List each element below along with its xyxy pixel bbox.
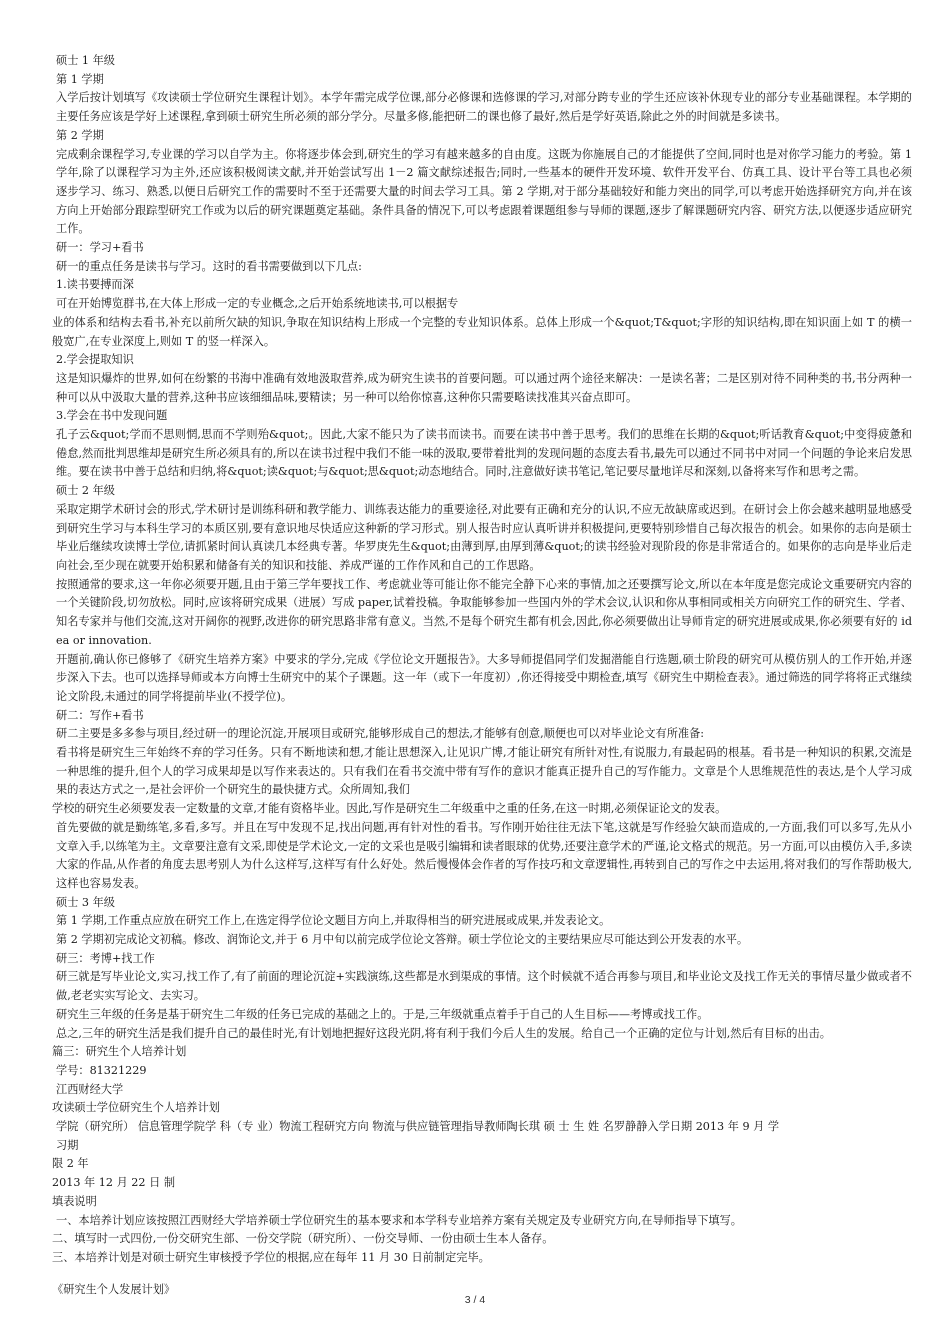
paragraph: 开题前,确认你已修够了《研究生培养方案》中要求的学分,完成《学位论文开题报告》。大多导师提倡同学们发掘潜能自行选题,硕士阶段的研究可从模仿别人的工作开始,并逐步深入下去。也可以选择导师或本方向博士生研究中的某个子课题。这一年（或下一年度初）,你还得接受中期检查,填写《研究生中期检查表》。通过筛选的同学将将正式继续论文阶段,未通过的同学将提前毕业(不授学位)。 xyxy=(56,652,912,703)
paragraph: 这是知识爆炸的世界,如何在纷繁的书海中准确有效地汲取营养,成为研究生读书的首要问题。可以通过两个途径来解决：一是读名著；二是区别对待不同种类的书,书分两种一种可以从中汲取大量的营养,这种书应该细细品味,要精读；另一种可以给你惊喜,这种你只需要略读找准其兴奋点即可。 xyxy=(56,371,912,404)
paragraph: 《研究生个人发展计划》 xyxy=(52,1282,176,1296)
paragraph: 2.学会提取知识 xyxy=(56,353,134,367)
paragraph: 入学后按计划填写《攻读硕士学位研究生课程计划》。本学年需完成学位课,部分必修课和选修课的学习,对部分跨专业的学生还应该补休现专业的部分专业基础课程。本学期的主要任务应该是学好上述课程,拿到硕士研究生所必须的部分学分。尽量多修,能把研二的课也修了最好,然后是学好英语,除此之外的时间就是多读书。 xyxy=(56,91,912,124)
paragraph: 硕士 3 年级 xyxy=(56,895,115,909)
paragraph: 硕士 1 年级 xyxy=(56,54,115,67)
paragraph: 1.读书要搏而深 xyxy=(56,278,134,292)
paragraph: 研二：写作+看书 xyxy=(56,708,144,722)
paragraph: 首先要做的就是勤练笔,多看,多写。并且在写中发现不足,找出问题,再有针对性的看书。写作刚开始往往无法下笔,这就是写作经验欠缺而造成的,一方面,我们可以多写,先从小文章入手,以练笔为主。文章要注意有文采,即使是学术论文,一定的文采也是吸引编辑和读者眼球的优势,还要注意学术的严谨,论文格式的规范。另一方面,可以由模仿入手,多读大家的作品,从作者的角度去思考别人为什么这样写,这样写有什么好处。然后慢慢体会作者的写作技巧和文章逻辑性,再转到自己的写作之中去运用,将对我们的写作帮助极大,这样也容易发表。 xyxy=(56,820,912,890)
paragraph: 研三：考博+找工作 xyxy=(56,951,155,965)
paragraph: 3.学会在书中发现问题 xyxy=(56,409,168,423)
paragraph: 硕士 2 年级 xyxy=(56,484,115,498)
paragraph: 习期 xyxy=(56,1138,79,1152)
paragraph: 可在开始博览群书,在大体上形成一定的专业概念,之后开始系统地读书,可以根据专 xyxy=(56,297,459,311)
paragraph: 研二主要是多多参与项目,经过研一的理论沉淀,开展项目或研究,能够形成自己的想法,才能够有创意,顺便也可以对毕业论文有所准备: xyxy=(56,727,705,741)
paragraph: 采取定期学术研讨会的形式,学术研讨是训练科研和教学能力、训练表达能力的重要途径,对此要有正确和充分的认识,不应无故缺席或迟到。在研讨会上你会越来越明显地感受到研究生学习与本科生学习的本质区别,要有意识地尽快适应这种新的学习形式。别人报告时应认真听讲并积极提问,更要特别珍惜自己每次报告的机会。如果你的志向是硕士毕业后继续攻读博士学位,请抓紧时间认真读几本经典专著。华罗庚先生&quot;由薄到厚,由厚到薄&quot;的读书经验对现阶段的你是非常适合的。如果你的志向是毕业后走向社会,至少现在就要开始积累和储备有关的知识和技能、养成严谨的工作作风和自己的工作思路。 xyxy=(56,502,912,572)
paragraph: 研一：学习+看书 xyxy=(56,241,144,255)
paragraph: 三、本培养计划是对硕士研究生审核授予学位的根据,应在每年 11 月 30 日前制定完毕。 xyxy=(52,1251,490,1264)
paragraph: 第 1 学期,工作重点应放在研究工作上,在选定得学位论文题目方向上,并取得相当的研究进展或成果,并发表论文。 xyxy=(56,914,611,928)
paragraph: 攻读硕士学位研究生个人培养计划 xyxy=(52,1101,220,1115)
paragraph: 孔子云&quot;学而不思则惘,思而不学则殆&quot;。因此,大家不能只为了读书而读书。而要在读书中善于思考。我们的思维在长期的&quot;听话教育&quot;中变得疲惫和倦怠,然而批判思维却是研究生所必须具有的,所以在读书过程中我们不能一味的汲取,要带着批判的发现问题的态度去看书,最先可以通过不同书中对同一个问题的争论来启发思维。要在读书中善于总结和归纳,将&quot;读&quot;与&quot;思&quot;动态地结合。同时,注意做好读书笔记,笔记要尽量地详尽和深刻,以备将来写作和思考之需。 xyxy=(56,428,912,479)
paragraph: 研一的重点任务是读书与学习。这时的看书需要做到以下几点: xyxy=(56,259,362,273)
paragraph: 篇三：研究生个人培养计划 xyxy=(52,1045,187,1059)
paragraph: 按照通常的要求,这一年你必须要开题,且由于第三学年要找工作、考虑就业等可能让你不能完全静下心来的事情,加之还要撰写论文,所以在本年度是您完成论文重要研究内容的一个关键阶段,切勿放松。同时,应该将研究成果（进展）写成 paper,试着投稿。争取能够参加一些国内外的学术会议,认识和你从事相同或相关方向研究工作的研究生、学者、知名专家并与他们交流,这对开阔你的视野,改进你的研究思路非常有意义。当然,不是每个研究生都有机会,因此,你必须要做出让导师肯定的研究进展或成果,你必须要有好的 idea or innovation. xyxy=(56,577,912,647)
paragraph: 一、本培养计划应该按照江西财经大学培养硕士学位研究生的基本要求和本学科专业培养方案有关规定及专业研究方向,在导师指导下填写。 xyxy=(56,1213,742,1227)
paragraph: 学校的研究生必须要发表一定数量的文章,才能有资格毕业。因此,写作是研究生二年级重中之重的任务,在这一时期,必须保证论文的发表。 xyxy=(52,802,727,816)
paragraph: 第 1 学期 xyxy=(56,72,104,86)
paragraph: 学院（研究所） 信息管理学院学 科（专 业）物流工程研究方向 物流与供应链管理指导教师陶长琪 硕 士 生 姓 名罗静静入学日期 2013 年 9 月 学 xyxy=(56,1120,780,1134)
paragraph: 限 2 年 xyxy=(52,1157,89,1171)
paragraph: 学号：81321229 xyxy=(56,1063,147,1077)
paragraph: 研三就是写毕业论文,实习,找工作了,有了前面的理论沉淀+实践演练,这些都是水到渠成的事情。这个时候就不适合再参与项目,和毕业论文及找工作无关的事情尽量少做或者不做,老老实实写论文、去实习。 xyxy=(56,970,912,1003)
paragraph: 第 2 学期 xyxy=(56,128,104,142)
paragraph: 总之,三年的研究生活是我们提升自己的最佳时光,有计划地把握好这段光阴,将有利于我们今后人生的发展。给自己一个正确的定位与计划,然后有目标的出击。 xyxy=(56,1026,831,1040)
paragraph: 江西财经大学 xyxy=(56,1082,124,1096)
paragraph: 第 2 学期初完成论文初稿。修改、润饰论文,并于 6 月中旬以前完成学位论文答辩。硕士学位论文的主要结果应尽可能达到公开发表的水平。 xyxy=(56,933,749,947)
paragraph: 看书将是研究生三年始终不弃的学习任务。只有不断地读和想,才能让思想深入,让见识广博,才能让研究有所针对性,有说服力,有最起码的根基。看书是一种知识的积累,交流是一种思维的提升,但个人的学习成果却是以写作来表达的。只有我们在看书交流中带有写作的意识才能真正提升自己的写作能力。文章是个人思维规范性的表达,是个人学习成果的表达方式之一,是社会评价一个研究生的最快捷方式。众所周知,我们 xyxy=(56,746,912,797)
paragraph: 完成剩余课程学习,专业课的学习以自学为主。你将逐步体会到,研究生的学习有越来越多的自由度。这既为你施展自己的才能提供了空间,同时也是对你学习能力的考验。第 1 学年,除了以课程学习为主外,还应该积极阅读文献,并开始尝试写出 1－2 篇文献综述报告;同时,一些基本的硬件开发环境、软件开发平台、仿真工具、设计平台等工具也必须逐步学习、练习、熟悉,以便日后研究工作的需要时不至于还需要大量的时间去学习工具。第 2 学期,对于部分基础较好和能力突出的同学,可以考虑开始选择研究方向,并在该方向上开始部分跟踪型研究工作或为以后的研究课题奠定基础。条件具备的情况下,可以考虑跟着课题组参与导师的课题,逐步了解课题研究内容、研究方法,以便逐步适应研究工作。 xyxy=(56,147,912,236)
paragraph: 2013 年 12 月 22 日 制 xyxy=(52,1176,176,1190)
paragraph: 业的体系和结构去看书,补充以前所欠缺的知识,争取在知识结构上形成一个完整的专业知识体系。总体上形成一个&quot;T&quot;字形的知识结构,即在知识面上如 T 的横一般宽广,在专业深度上,则如 T 的竖一样深入。 xyxy=(52,315,912,348)
paragraph: 填表说明 xyxy=(52,1194,97,1208)
paragraph: 研究生三年级的任务是基于研究生二年级的任务已完成的基础之上的。于是,三年级就重点着手于自己的人生目标——考博或找工作。 xyxy=(56,1007,709,1021)
paragraph: 二、填写时一式四份,一份交研究生部、一份交学院（研究所）、一份交导师、一份由硕士生本人备存。 xyxy=(52,1232,554,1246)
page-number: 3 / 4 xyxy=(464,1294,486,1306)
document-body xyxy=(50,52,912,1299)
blank-line xyxy=(50,1268,912,1281)
